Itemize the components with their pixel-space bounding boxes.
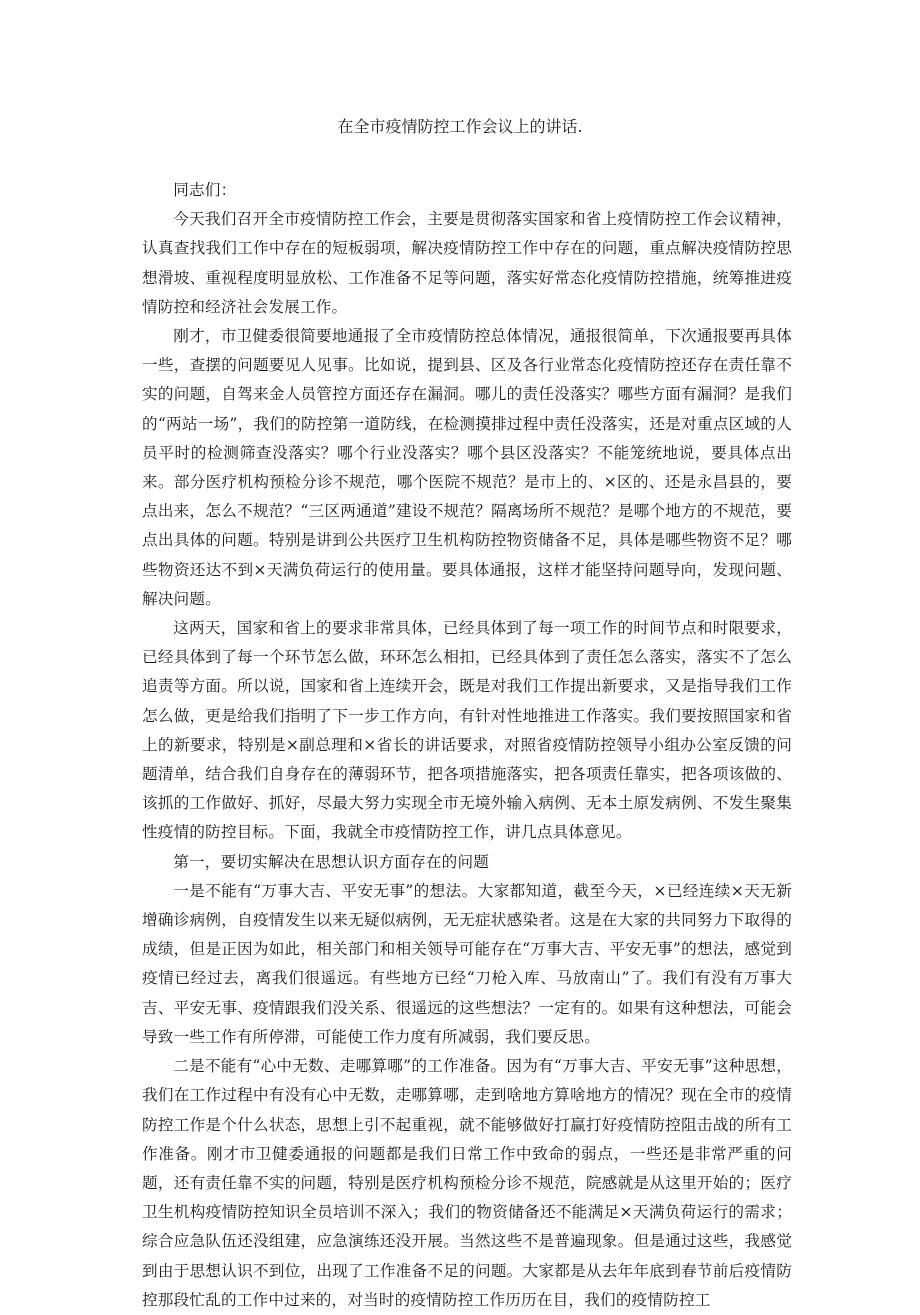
- paragraph-point-one: 一是不能有“万事大吉、平安无事”的想法。大家都知道，截至今天，×已经连续×天无新增确诊病例，自疫情发生以来无疑似病例，无无症状感染者。这是在大家的共同努力下取得的成绩，但是正因为如此，相关部门和相关领导可能存在“万事大吉、平安无事”的想法，感觉到疫情已经过去，离我们很遥远。有些地方已经“刀枪入库、马放南山”了。我们有没有万事大吉、平安无事、疫情跟我们没关系、很遥远的这些想法？一定有的。如果有这种想法，可能会导致一些工作有所停滞，可能使工作力度有所减弱，我们要反思。: [142, 881, 792, 1046]
- section-heading-first: 第一，要切实解决在思想认识方面存在的问题: [173, 852, 490, 871]
- paragraph-report-review: 刚才，市卫健委很简要地通报了全市疫情防控总体情况，通报很简单，下次通报要再具体一些，查摆的问题要见人见事。比如说，提到县、区及各行业常态化疫情防控还存在责任靠不实的问题，自驾来金人员管控方面还存在漏洞。哪儿的责任没落实？哪些方面有漏洞？是我们的“两站一场”，我们的防控第一道防线，在检测摸排过程中责任没落实，还是对重点区域的人员平时的检测筛查没落实？哪个行业没落实？哪个县区没落实？不能笼统地说，要具体点出来。部分医疗机构预检分诊不规范，哪个医院不规范？是市上的、×区的、还是永昌县的，要点出来，怎么不规范？“三区两通道”建设不规范？隔离场所不规范？是哪个地方的不规范，要点出具体的问题。特别是讲到公共医疗卫生机构防控物资储备不足，具体是哪些物资不足？哪些物资还达不到×天满负荷运行的使用量。要具体通报，这样才能坚持问题导向，发现问题、解决问题。: [142, 327, 792, 608]
- document-title: 在全市疫情防控工作会议上的讲话.: [337, 117, 583, 136]
- paragraph-requirements: 这两天，国家和省上的要求非常具体，已经具体到了每一项工作的时间节点和时限要求，已经具体到了每一个环节怎么做，环环怎么相扣，已经具体到了责任怎么落实，落实不了怎么追责等方面。所以说，国家和省上连续开会，既是对我们工作提出新要求，又是指导我们工作怎么做，更是给我们指明了下一步工作方向，有针对性地推进工作落实。我们要按照国家和省上的新要求，特别是×副总理和×省长的讲话要求，对照省疫情防控领导小组办公室反馈的问题清单，结合我们自身存在的薄弱环节，把各项措施落实，把各项责任靠实，把各项该做的、该抓的工作做好、抓好，尽最大努力实现全市无境外输入病例、无本土原发病例、不发生聚集性疫情的防控目标。下面，我就全市疫情防控工作，讲几点具体意见。: [142, 619, 792, 842]
- paragraph-point-two: 二是不能有“心中无数、走哪算哪”的工作准备。因为有“万事大吉、平安无事”这种思想，我们在工作过程中有没有心中无数，走哪算哪，走到啥地方算啥地方的情况？现在全市的疫情防控工作是个什么状态，思想上引不起重视，就不能够做好打赢打好疫情防控阻击战的所有工作准备。刚才市卫健委通报的问题都是我们日常工作中致命的弱点，一些还是非常严重的问题，还有责任靠不实的问题，特别是医疗机构预检分诊不规范，院感就是从这里开始的；医疗卫生机构疫情防控知识全员培训不深入；我们的物资储备还不能满足×天满负荷运行的需求；综合应急队伍还没组建，应急演练还没开展。当然这些不是普遍现象。但是通过这些，我感觉到由于思想认识不到位，出现了工作准备不足的问题。大家都是从去年年底到春节前后疫情防控那段忙乱的工作中过来的，对当时的疫情防控工作历历在目，我们的疫情防控工: [142, 1057, 792, 1309]
- document-body: [142, 176, 792, 1315]
- paragraph-intro: 今天我们召开全市疫情防控工作会，主要是贯彻落实国家和省上疫情防控工作会议精神，认真查找我们工作中存在的短板弱项，解决疫情防控工作中存在的问题，重点解决疫情防控思想滑坡、重视程度明显放松、工作准备不足等问题，落实好常态化疫情防控措施，统筹推进疫情防控和经济社会发展工作。: [142, 210, 792, 316]
- paragraph-greeting: 同志们：: [173, 181, 237, 199]
